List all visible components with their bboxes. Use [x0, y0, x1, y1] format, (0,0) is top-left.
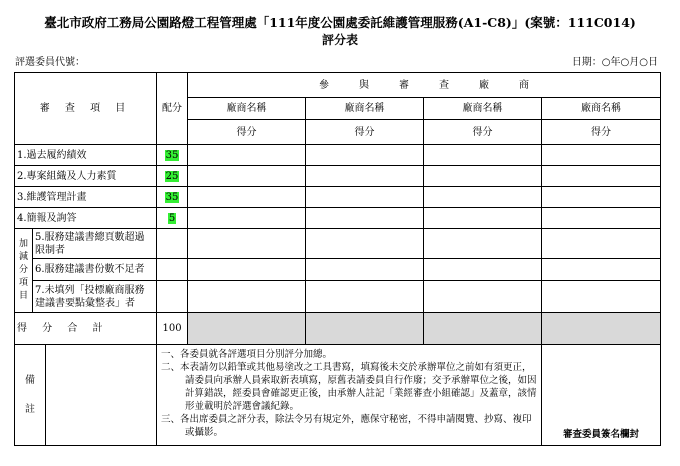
- score-cell[interactable]: [424, 166, 542, 187]
- table-row: [15, 229, 661, 259]
- signature-label: 審查委員簽名欄封: [563, 429, 640, 440]
- page-title: 臺北市政府工務局公園路燈工程管理處「111年度公園處委託維護管理服務(A1-C8)」(案號：111C014): [44, 15, 636, 30]
- score-cell[interactable]: [542, 259, 661, 281]
- total-score-cell[interactable]: [424, 313, 542, 345]
- score-cell[interactable]: [424, 281, 542, 313]
- score-cell[interactable]: [306, 187, 424, 208]
- deduct-item-label: 5.服務建議書總頁數超過限制者: [33, 229, 157, 259]
- score-cell[interactable]: [424, 259, 542, 281]
- score-cell[interactable]: [188, 145, 306, 166]
- score-cell[interactable]: [188, 259, 306, 281]
- item-points: 5: [168, 212, 176, 224]
- score-cell[interactable]: [306, 145, 424, 166]
- item-label: 1.過去履約績效: [15, 145, 157, 166]
- score-cell[interactable]: [424, 145, 542, 166]
- table-row: [15, 259, 661, 281]
- score-cell[interactable]: [306, 281, 424, 313]
- page-subtitle: 評分表: [321, 33, 358, 47]
- score-cell[interactable]: [188, 166, 306, 187]
- score-cell[interactable]: [188, 187, 306, 208]
- vendor-score-header-4: 得分: [542, 120, 661, 145]
- vendor-name-1: 廠商名稱: [188, 98, 306, 120]
- remark-2: 二、本表請勿以鉛筆或其他易塗改之工具書寫，填寫後未交於承辦單位之前如有須更正，請委員向承辦人員索取新表填寫，原舊表請委員自行作廢；交予承辦單位之後，如因計算錯誤，經委員會確認更正後，由承辦人註記「業經審查小組確認」及蓋章，該情形並載明於評選會議紀錄。: [161, 362, 537, 412]
- score-cell[interactable]: [306, 208, 424, 229]
- total-label: 得 分 合 計: [15, 313, 157, 345]
- score-cell[interactable]: [306, 166, 424, 187]
- header-score: 配分: [157, 73, 188, 145]
- header-vendors: 參 與 審 查 廠 商: [188, 73, 661, 98]
- vendor-name-3: 廠商名稱: [424, 98, 542, 120]
- score-cell[interactable]: [424, 208, 542, 229]
- item-label: 4.簡報及詢答: [15, 208, 157, 229]
- total-score-cell[interactable]: [542, 313, 661, 345]
- total-score-cell[interactable]: [188, 313, 306, 345]
- score-cell[interactable]: [542, 281, 661, 313]
- table-row: [15, 281, 661, 313]
- score-cell[interactable]: [188, 281, 306, 313]
- score-table: [14, 72, 661, 446]
- total-points: 100: [157, 313, 188, 345]
- total-row: [15, 313, 661, 345]
- vendor-score-header-3: 得分: [424, 120, 542, 145]
- vendor-score-header-2: 得分: [306, 120, 424, 145]
- remark-1: 一、各委員就各評選項目分別評分加總。: [161, 349, 333, 360]
- deduct-item-label: 6.服務建議書份數不足者: [33, 259, 157, 281]
- table-row: [15, 145, 661, 166]
- score-cell[interactable]: [424, 229, 542, 259]
- score-cell[interactable]: [306, 259, 424, 281]
- date-label: 日期：○年○月○日: [571, 57, 658, 68]
- vendor-name-2: 廠商名稱: [306, 98, 424, 120]
- score-cell[interactable]: [424, 187, 542, 208]
- score-cell[interactable]: [188, 208, 306, 229]
- table-row: [15, 187, 661, 208]
- deduct-item-label: 7.未填列「投標廠商服務建議書要點彙整表」者: [33, 281, 157, 313]
- signature-cell[interactable]: [542, 345, 661, 446]
- vendor-name-4: 廠商名稱: [542, 98, 661, 120]
- total-score-cell[interactable]: [306, 313, 424, 345]
- score-cell[interactable]: [542, 145, 661, 166]
- item-points: 35: [165, 191, 179, 203]
- remarks-label: 備 註: [15, 345, 46, 445]
- score-cell[interactable]: [542, 208, 661, 229]
- item-points: 35: [165, 149, 179, 161]
- score-cell[interactable]: [188, 229, 306, 259]
- item-label: 2.專案組織及人力素質: [15, 166, 157, 187]
- reviewer-code-label: 評選委員代號：: [15, 57, 85, 68]
- table-row: [15, 166, 661, 187]
- header-item: 審 查 項 目: [15, 73, 157, 145]
- deduct-section-label: 加 減 分 項 目: [15, 229, 33, 313]
- vendor-score-header-1: 得分: [188, 120, 306, 145]
- score-cell[interactable]: [306, 229, 424, 259]
- score-cell[interactable]: [542, 187, 661, 208]
- score-cell[interactable]: [542, 229, 661, 259]
- score-cell[interactable]: [542, 166, 661, 187]
- item-label: 3.維護管理計畫: [15, 187, 157, 208]
- remarks-text: [157, 345, 542, 446]
- item-points: 25: [165, 170, 179, 182]
- table-row: [15, 208, 661, 229]
- remark-3: 三、各出席委員之評分表，除法令另有規定外，應保守秘密，不得申請閱覽、抄寫、複印或攝影。: [161, 414, 532, 438]
